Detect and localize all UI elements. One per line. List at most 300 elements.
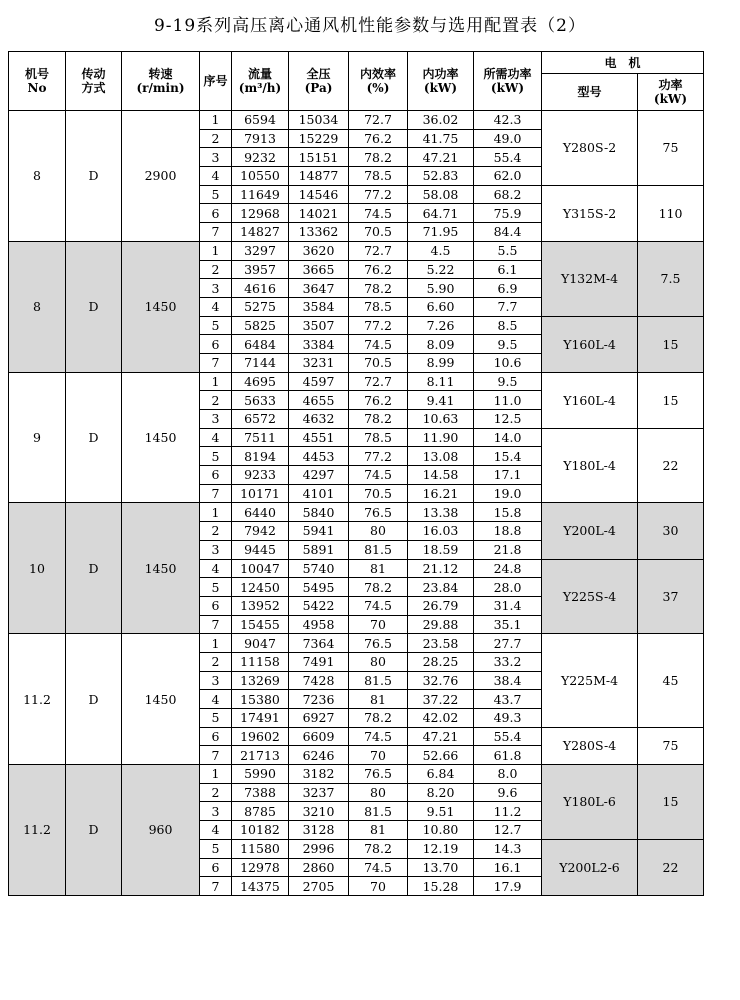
cell-required-power: 55.4 [474, 727, 542, 746]
cell-pressure: 4453 [289, 447, 349, 466]
cell-machine-no: 9 [9, 372, 66, 503]
cell-power: 10.80 [408, 821, 474, 840]
cell-seq: 7 [200, 615, 232, 634]
cell-power: 23.84 [408, 578, 474, 597]
cell-seq: 4 [200, 297, 232, 316]
cell-flow: 9233 [232, 466, 289, 485]
cell-seq: 7 [200, 484, 232, 503]
cell-pressure: 4597 [289, 372, 349, 391]
header-motor: 电 机 [542, 52, 704, 74]
cell-flow: 10550 [232, 167, 289, 186]
cell-motor-model: Y315S-2 [542, 185, 638, 241]
cell-required-power: 33.2 [474, 652, 542, 671]
cell-required-power: 10.6 [474, 353, 542, 372]
cell-seq: 2 [200, 260, 232, 279]
cell-pressure: 4655 [289, 391, 349, 410]
cell-flow: 19602 [232, 727, 289, 746]
cell-pressure: 7491 [289, 652, 349, 671]
cell-motor-model: Y225S-4 [542, 559, 638, 634]
cell-flow: 5633 [232, 391, 289, 410]
cell-efficiency: 78.2 [349, 709, 408, 728]
cell-required-power: 9.5 [474, 335, 542, 354]
cell-required-power: 18.8 [474, 522, 542, 541]
cell-seq: 1 [200, 765, 232, 784]
cell-required-power: 15.4 [474, 447, 542, 466]
cell-efficiency: 78.2 [349, 578, 408, 597]
cell-motor-power: 15 [638, 372, 704, 428]
cell-power: 5.22 [408, 260, 474, 279]
cell-seq: 2 [200, 652, 232, 671]
cell-pressure: 7236 [289, 690, 349, 709]
header-drive: 传动 方式 [66, 52, 122, 111]
cell-power: 52.83 [408, 167, 474, 186]
cell-seq: 3 [200, 148, 232, 167]
cell-drive: D [66, 372, 122, 503]
cell-motor-power: 30 [638, 503, 704, 559]
cell-efficiency: 70 [349, 877, 408, 896]
cell-pressure: 13362 [289, 223, 349, 242]
cell-efficiency: 76.5 [349, 765, 408, 784]
cell-motor-model: Y280S-4 [542, 727, 638, 764]
cell-pressure: 5422 [289, 596, 349, 615]
cell-power: 7.26 [408, 316, 474, 335]
cell-required-power: 35.1 [474, 615, 542, 634]
cell-power: 36.02 [408, 111, 474, 130]
cell-efficiency: 81.5 [349, 671, 408, 690]
cell-pressure: 3647 [289, 279, 349, 298]
cell-flow: 6484 [232, 335, 289, 354]
cell-seq: 3 [200, 279, 232, 298]
cell-power: 13.38 [408, 503, 474, 522]
cell-power: 4.5 [408, 241, 474, 260]
cell-power: 12.19 [408, 839, 474, 858]
cell-efficiency: 76.5 [349, 634, 408, 653]
table-header [9, 52, 704, 111]
cell-seq: 3 [200, 540, 232, 559]
cell-efficiency: 72.7 [349, 111, 408, 130]
header-motor-power: 功率 (kW) [638, 74, 704, 111]
cell-speed: 1450 [122, 503, 200, 634]
cell-speed: 1450 [122, 241, 200, 372]
cell-required-power: 62.0 [474, 167, 542, 186]
table-row [9, 372, 704, 391]
cell-machine-no: 8 [9, 111, 66, 242]
cell-required-power: 49.3 [474, 709, 542, 728]
table-row [9, 765, 704, 784]
cell-pressure: 3620 [289, 241, 349, 260]
cell-power: 8.09 [408, 335, 474, 354]
cell-required-power: 9.5 [474, 372, 542, 391]
cell-efficiency: 76.2 [349, 129, 408, 148]
cell-power: 16.21 [408, 484, 474, 503]
cell-drive: D [66, 503, 122, 634]
cell-efficiency: 77.2 [349, 316, 408, 335]
cell-required-power: 8.0 [474, 765, 542, 784]
cell-power: 29.88 [408, 615, 474, 634]
cell-required-power: 6.1 [474, 260, 542, 279]
page-title: 9-19系列高压离心通风机性能参数与选用配置表（2） [153, 16, 586, 36]
cell-seq: 5 [200, 578, 232, 597]
cell-efficiency: 77.2 [349, 447, 408, 466]
cell-seq: 2 [200, 129, 232, 148]
table-body [9, 111, 704, 896]
cell-flow: 6440 [232, 503, 289, 522]
cell-seq: 7 [200, 877, 232, 896]
cell-required-power: 31.4 [474, 596, 542, 615]
cell-efficiency: 77.2 [349, 185, 408, 204]
cell-pressure: 3237 [289, 783, 349, 802]
cell-efficiency: 72.7 [349, 241, 408, 260]
header-pressure: 全压 (Pa) [289, 52, 349, 111]
cell-pressure: 4101 [289, 484, 349, 503]
cell-flow: 7511 [232, 428, 289, 447]
cell-efficiency: 74.5 [349, 335, 408, 354]
cell-flow: 9047 [232, 634, 289, 653]
cell-efficiency: 78.2 [349, 279, 408, 298]
cell-motor-model: Y225M-4 [542, 634, 638, 727]
cell-flow: 11158 [232, 652, 289, 671]
cell-efficiency: 70 [349, 746, 408, 765]
cell-seq: 7 [200, 746, 232, 765]
cell-pressure: 15229 [289, 129, 349, 148]
cell-power: 47.21 [408, 148, 474, 167]
cell-efficiency: 80 [349, 783, 408, 802]
cell-required-power: 7.7 [474, 297, 542, 316]
table-row [9, 111, 704, 130]
cell-efficiency: 81 [349, 821, 408, 840]
cell-power: 64.71 [408, 204, 474, 223]
cell-seq: 5 [200, 839, 232, 858]
cell-power: 8.99 [408, 353, 474, 372]
cell-seq: 6 [200, 596, 232, 615]
cell-seq: 2 [200, 391, 232, 410]
cell-flow: 3957 [232, 260, 289, 279]
cell-flow: 11580 [232, 839, 289, 858]
header-seq: 序号 [200, 52, 232, 111]
cell-required-power: 9.6 [474, 783, 542, 802]
cell-pressure: 4632 [289, 410, 349, 429]
cell-pressure: 5740 [289, 559, 349, 578]
cell-seq: 3 [200, 802, 232, 821]
cell-power: 37.22 [408, 690, 474, 709]
cell-pressure: 14021 [289, 204, 349, 223]
cell-required-power: 12.7 [474, 821, 542, 840]
cell-required-power: 15.8 [474, 503, 542, 522]
cell-required-power: 17.9 [474, 877, 542, 896]
cell-pressure: 2860 [289, 858, 349, 877]
cell-required-power: 12.5 [474, 410, 542, 429]
cell-motor-power: 22 [638, 428, 704, 503]
cell-power: 16.03 [408, 522, 474, 541]
cell-pressure: 3231 [289, 353, 349, 372]
cell-power: 13.70 [408, 858, 474, 877]
cell-seq: 1 [200, 503, 232, 522]
cell-motor-model: Y180L-6 [542, 765, 638, 840]
cell-power: 13.08 [408, 447, 474, 466]
cell-flow: 12978 [232, 858, 289, 877]
cell-efficiency: 76.5 [349, 503, 408, 522]
cell-required-power: 17.1 [474, 466, 542, 485]
cell-flow: 14375 [232, 877, 289, 896]
cell-efficiency: 78.5 [349, 297, 408, 316]
cell-drive: D [66, 241, 122, 372]
cell-pressure: 2996 [289, 839, 349, 858]
cell-motor-model: Y132M-4 [542, 241, 638, 316]
cell-power: 71.95 [408, 223, 474, 242]
cell-seq: 1 [200, 372, 232, 391]
cell-required-power: 21.8 [474, 540, 542, 559]
cell-required-power: 6.9 [474, 279, 542, 298]
header-efficiency: 内效率 (%) [349, 52, 408, 111]
cell-drive: D [66, 111, 122, 242]
cell-flow: 5990 [232, 765, 289, 784]
cell-machine-no: 11.2 [9, 765, 66, 896]
cell-flow: 4695 [232, 372, 289, 391]
cell-efficiency: 78.2 [349, 839, 408, 858]
cell-power: 23.58 [408, 634, 474, 653]
cell-efficiency: 81 [349, 690, 408, 709]
cell-seq: 3 [200, 410, 232, 429]
cell-pressure: 7364 [289, 634, 349, 653]
cell-efficiency: 74.5 [349, 727, 408, 746]
cell-pressure: 6246 [289, 746, 349, 765]
cell-pressure: 3128 [289, 821, 349, 840]
cell-seq: 1 [200, 241, 232, 260]
cell-seq: 2 [200, 522, 232, 541]
cell-flow: 13952 [232, 596, 289, 615]
cell-efficiency: 70.5 [349, 353, 408, 372]
cell-efficiency: 72.7 [349, 372, 408, 391]
cell-power: 8.11 [408, 372, 474, 391]
cell-seq: 4 [200, 690, 232, 709]
cell-pressure: 5941 [289, 522, 349, 541]
cell-seq: 5 [200, 316, 232, 335]
cell-efficiency: 74.5 [349, 466, 408, 485]
cell-pressure: 3182 [289, 765, 349, 784]
cell-seq: 4 [200, 821, 232, 840]
cell-power: 18.59 [408, 540, 474, 559]
cell-pressure: 15151 [289, 148, 349, 167]
cell-required-power: 61.8 [474, 746, 542, 765]
cell-required-power: 14.3 [474, 839, 542, 858]
cell-motor-model: Y160L-4 [542, 316, 638, 372]
cell-efficiency: 74.5 [349, 596, 408, 615]
cell-efficiency: 74.5 [349, 204, 408, 223]
cell-efficiency: 80 [349, 652, 408, 671]
cell-pressure: 5840 [289, 503, 349, 522]
cell-machine-no: 10 [9, 503, 66, 634]
cell-required-power: 68.2 [474, 185, 542, 204]
cell-efficiency: 74.5 [349, 858, 408, 877]
cell-power: 5.90 [408, 279, 474, 298]
cell-motor-power: 37 [638, 559, 704, 634]
cell-pressure: 4551 [289, 428, 349, 447]
cell-required-power: 38.4 [474, 671, 542, 690]
cell-required-power: 49.0 [474, 129, 542, 148]
cell-flow: 7942 [232, 522, 289, 541]
cell-seq: 6 [200, 335, 232, 354]
cell-required-power: 42.3 [474, 111, 542, 130]
cell-drive: D [66, 765, 122, 896]
cell-pressure: 6609 [289, 727, 349, 746]
cell-required-power: 11.2 [474, 802, 542, 821]
cell-motor-power: 15 [638, 316, 704, 372]
cell-pressure: 14546 [289, 185, 349, 204]
cell-pressure: 4958 [289, 615, 349, 634]
cell-seq: 5 [200, 447, 232, 466]
cell-motor-power: 45 [638, 634, 704, 727]
cell-pressure: 6927 [289, 709, 349, 728]
cell-required-power: 5.5 [474, 241, 542, 260]
header-motor-model: 型号 [542, 74, 638, 111]
cell-efficiency: 70 [349, 615, 408, 634]
cell-efficiency: 81.5 [349, 802, 408, 821]
cell-pressure: 15034 [289, 111, 349, 130]
cell-pressure: 5495 [289, 578, 349, 597]
cell-flow: 17491 [232, 709, 289, 728]
cell-required-power: 8.5 [474, 316, 542, 335]
cell-seq: 6 [200, 858, 232, 877]
cell-seq: 1 [200, 634, 232, 653]
cell-power: 42.02 [408, 709, 474, 728]
cell-flow: 14827 [232, 223, 289, 242]
cell-seq: 5 [200, 185, 232, 204]
cell-power: 52.66 [408, 746, 474, 765]
cell-flow: 15380 [232, 690, 289, 709]
header-power: 内功率 (kW) [408, 52, 474, 111]
cell-required-power: 24.8 [474, 559, 542, 578]
cell-machine-no: 11.2 [9, 634, 66, 765]
header-flow: 流量 (m³/h) [232, 52, 289, 111]
cell-motor-power: 15 [638, 765, 704, 840]
cell-machine-no: 8 [9, 241, 66, 372]
cell-seq: 6 [200, 466, 232, 485]
cell-pressure: 3665 [289, 260, 349, 279]
cell-efficiency: 78.5 [349, 167, 408, 186]
cell-required-power: 75.9 [474, 204, 542, 223]
cell-power: 11.90 [408, 428, 474, 447]
cell-required-power: 19.0 [474, 484, 542, 503]
cell-efficiency: 78.2 [349, 410, 408, 429]
cell-seq: 4 [200, 428, 232, 447]
cell-efficiency: 70.5 [349, 223, 408, 242]
cell-flow: 10047 [232, 559, 289, 578]
cell-motor-model: Y280S-2 [542, 111, 638, 186]
cell-motor-model: Y160L-4 [542, 372, 638, 428]
cell-power: 9.51 [408, 802, 474, 821]
cell-flow: 9445 [232, 540, 289, 559]
cell-seq: 4 [200, 559, 232, 578]
cell-flow: 6594 [232, 111, 289, 130]
cell-motor-power: 7.5 [638, 241, 704, 316]
header-required-power: 所需功率 (kW) [474, 52, 542, 111]
cell-flow: 8194 [232, 447, 289, 466]
cell-required-power: 43.7 [474, 690, 542, 709]
cell-pressure: 5891 [289, 540, 349, 559]
cell-power: 28.25 [408, 652, 474, 671]
table-row [9, 241, 704, 260]
cell-flow: 10171 [232, 484, 289, 503]
cell-power: 14.58 [408, 466, 474, 485]
cell-power: 6.60 [408, 297, 474, 316]
cell-pressure: 3210 [289, 802, 349, 821]
cell-required-power: 28.0 [474, 578, 542, 597]
cell-power: 9.41 [408, 391, 474, 410]
cell-speed: 1450 [122, 634, 200, 765]
cell-seq: 5 [200, 709, 232, 728]
cell-required-power: 27.7 [474, 634, 542, 653]
cell-power: 15.28 [408, 877, 474, 896]
fan-performance-table [8, 51, 704, 896]
cell-speed: 2900 [122, 111, 200, 242]
cell-pressure: 14877 [289, 167, 349, 186]
cell-flow: 12968 [232, 204, 289, 223]
header-speed: 转速 (r/min) [122, 52, 200, 111]
cell-flow: 5275 [232, 297, 289, 316]
cell-seq: 6 [200, 204, 232, 223]
cell-required-power: 84.4 [474, 223, 542, 242]
cell-efficiency: 81 [349, 559, 408, 578]
cell-flow: 4616 [232, 279, 289, 298]
cell-flow: 13269 [232, 671, 289, 690]
cell-power: 10.63 [408, 410, 474, 429]
cell-flow: 11649 [232, 185, 289, 204]
cell-required-power: 16.1 [474, 858, 542, 877]
table-row [9, 503, 704, 522]
cell-efficiency: 76.2 [349, 260, 408, 279]
cell-flow: 10182 [232, 821, 289, 840]
cell-flow: 7913 [232, 129, 289, 148]
cell-seq: 4 [200, 167, 232, 186]
cell-flow: 21713 [232, 746, 289, 765]
cell-flow: 12450 [232, 578, 289, 597]
cell-seq: 6 [200, 727, 232, 746]
cell-seq: 2 [200, 783, 232, 802]
cell-required-power: 55.4 [474, 148, 542, 167]
cell-flow: 3297 [232, 241, 289, 260]
cell-power: 58.08 [408, 185, 474, 204]
cell-required-power: 14.0 [474, 428, 542, 447]
cell-seq: 7 [200, 223, 232, 242]
cell-efficiency: 70.5 [349, 484, 408, 503]
cell-power: 6.84 [408, 765, 474, 784]
table-row [9, 634, 704, 653]
cell-seq: 1 [200, 111, 232, 130]
cell-motor-model: Y200L-4 [542, 503, 638, 559]
cell-pressure: 2705 [289, 877, 349, 896]
cell-efficiency: 78.2 [349, 148, 408, 167]
cell-flow: 9232 [232, 148, 289, 167]
cell-drive: D [66, 634, 122, 765]
cell-pressure: 3384 [289, 335, 349, 354]
cell-flow: 15455 [232, 615, 289, 634]
cell-power: 41.75 [408, 129, 474, 148]
cell-motor-power: 75 [638, 727, 704, 764]
cell-efficiency: 80 [349, 522, 408, 541]
cell-speed: 1450 [122, 372, 200, 503]
cell-required-power: 11.0 [474, 391, 542, 410]
cell-pressure: 4297 [289, 466, 349, 485]
cell-flow: 7388 [232, 783, 289, 802]
cell-efficiency: 76.2 [349, 391, 408, 410]
header-machine-no: 机号 No [9, 52, 66, 111]
cell-power: 47.21 [408, 727, 474, 746]
cell-motor-power: 75 [638, 111, 704, 186]
cell-pressure: 3584 [289, 297, 349, 316]
cell-power: 21.12 [408, 559, 474, 578]
cell-motor-power: 110 [638, 185, 704, 241]
cell-motor-model: Y180L-4 [542, 428, 638, 503]
